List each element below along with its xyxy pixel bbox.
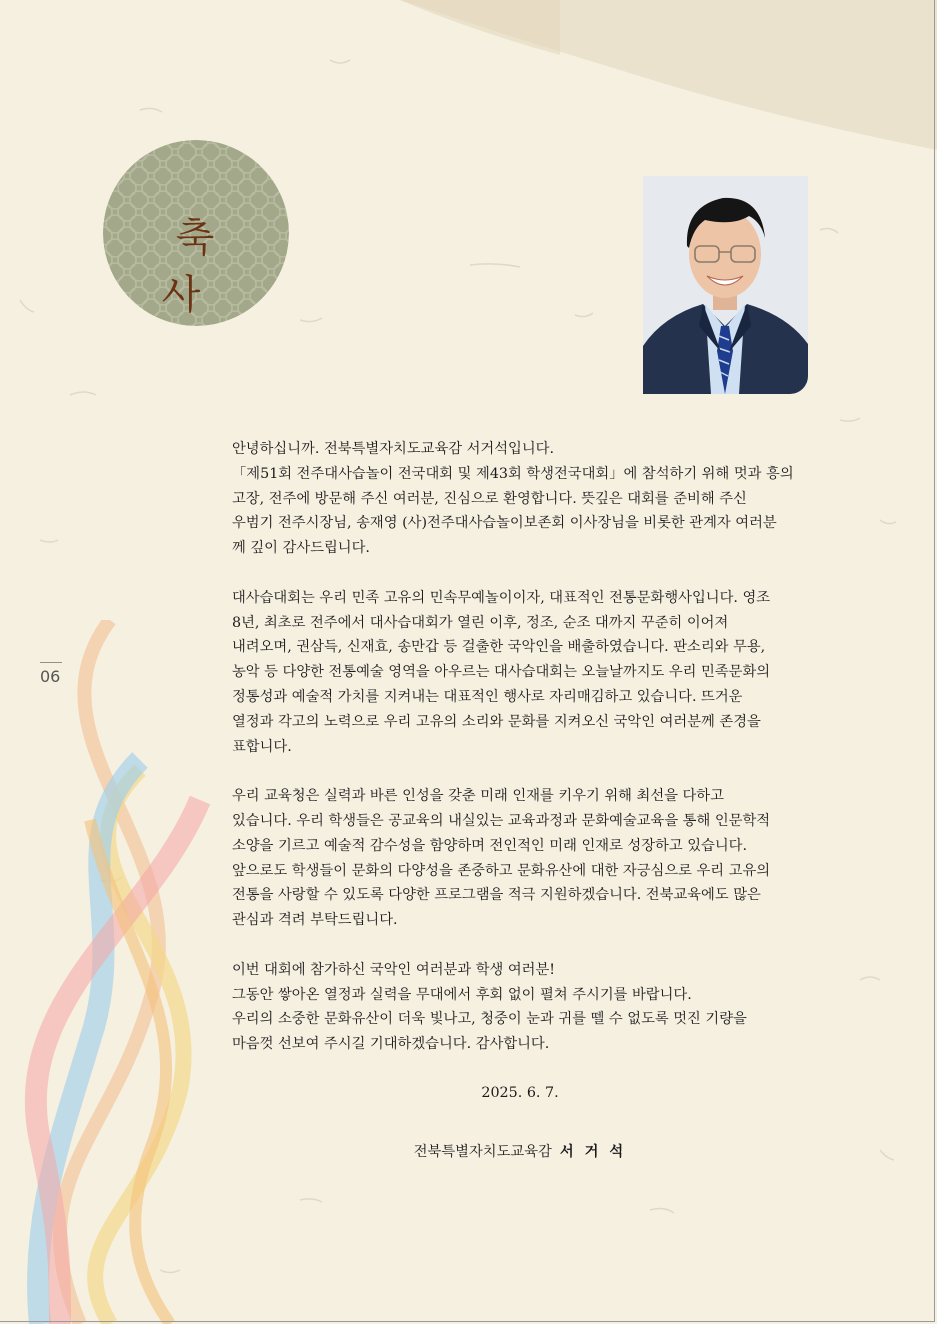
text-line: 그동안 쌓아온 열정과 실력을 무대에서 후회 없이 펼쳐 주시기를 바랍니다. [232,986,692,1003]
text-line: 우범기 전주시장님, 송재영 (사)전주대사습놀이보존회 이사장님을 비롯한 관계자 여러분 [232,515,777,532]
text-line: 안녕하십니까. 전북특별자치도교육감 서거석입니다. [232,441,555,457]
text-line: 이번 대회에 참가하신 국악인 여러분과 학생 여러분! [232,961,556,978]
text-line: 표합니다. [232,738,292,755]
date: 2025. 6. 7. [481,1085,559,1101]
text-line: 앞으로도 학생들이 문화의 다양성을 존중하고 문화유산에 대한 자긍심으로 우리 고유의 [232,862,771,879]
text-line: 정통성과 예술적 가치를 지켜내는 대표적인 행사로 자리매김하고 있습니다. 뜨거운 [232,688,743,705]
text-line: 우리의 소중한 문화유산이 더욱 빛나고, 청중이 눈과 귀를 뗄 수 없도록 멋진 기량을 [232,1011,747,1028]
text-line: 8년, 최초로 전주에서 대사습대회가 열린 이후, 정조, 순조 대까지 꾸준히 이어져 [232,614,729,631]
signature-title: 전북특별자치도교육감 [413,1144,552,1160]
text-line: 소양을 기르고 예술적 감수성을 함양하며 전인적인 미래 인재로 성장하고 있습니다. [232,837,748,854]
page-number: 06 [40,667,61,686]
text-line: 마음껏 선보여 주시길 기대하겠습니다. 감사합니다. [232,1036,550,1053]
text-line: 농악 등 다양한 전통예술 영역을 아우르는 대사습대회는 오늘날까지도 우리 민족문화의 [232,664,771,681]
page-title: 축 사 [161,215,245,318]
text-line: 고장, 전주에 방문해 주신 여러분, 진심으로 환영합니다. 뜻깊은 대회를 준비해 주신 [232,490,747,507]
text-line: 열정과 각고의 노력으로 우리 고유의 소리와 문화를 지켜오신 국악인 여러분께 존경을 [232,713,761,730]
text-line: 「제51회 전주대사습놀이 전국대회 및 제43회 학생전국대회」에 참석하기 위해 멋과 흥의 [232,465,794,482]
signature-name: 서 거 석 [559,1144,627,1160]
text-line: 우리 교육청은 실력과 바른 인성을 갖춘 미래 인재를 키우기 위해 최선을 다하고 [232,788,724,805]
text-line: 대사습대회는 우리 민족 고유의 민속무예놀이이자, 대표적인 전통문화행사입니다. 영조 [232,589,771,606]
text-line: 관심과 격려 부탁드립니다. [232,912,398,929]
text-line: 께 깊이 감사드립니다. [232,540,370,557]
text-line: 있습니다. 우리 학생들은 공교육의 내실있는 교육과정과 문화예술교육을 통해 인문학적 [232,812,771,829]
text-line: 내려오며, 권삼득, 신재효, 송만갑 등 걸출한 국악인을 배출하였습니다. 판소리와 무용, [232,639,766,656]
text-line: 전통을 사랑할 수 있도록 다양한 프로그램을 적극 지원하겠습니다. 전북교육에도 많은 [232,887,761,904]
